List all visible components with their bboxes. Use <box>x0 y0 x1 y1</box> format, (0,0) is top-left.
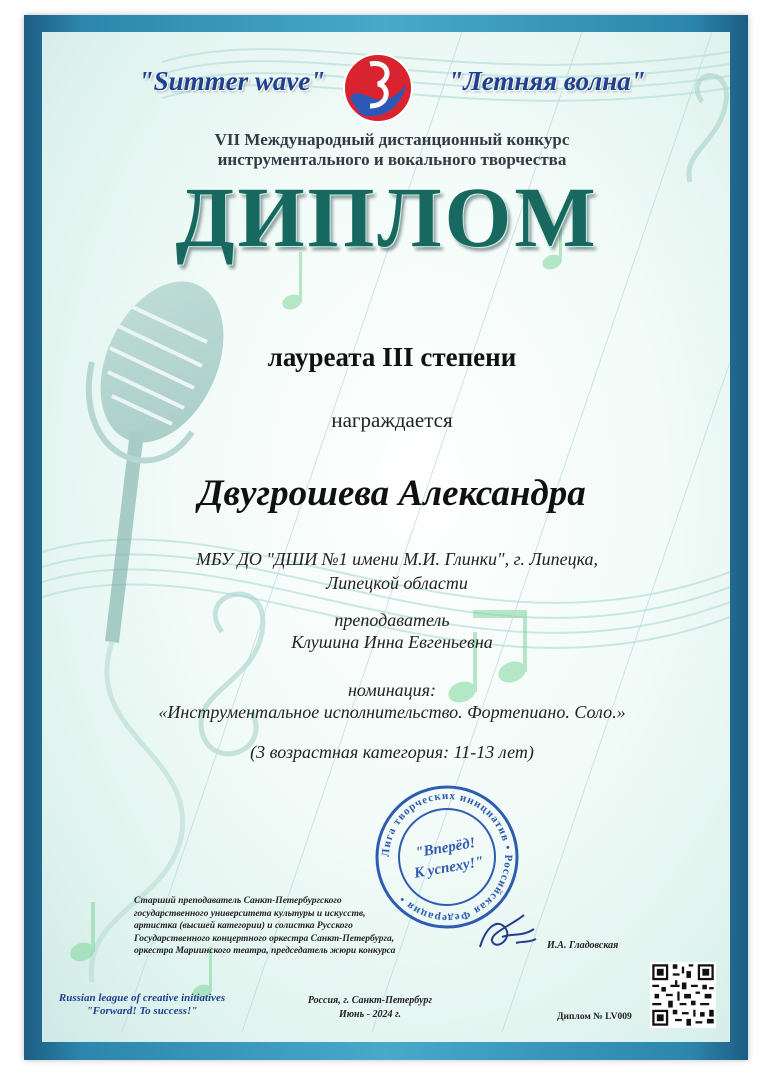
league-line: "Forward! To success!" <box>86 1005 198 1017</box>
signer-name: И.А. Гладовская <box>547 940 619 951</box>
diploma-number: Диплом № LV009 <box>557 1012 632 1022</box>
school-line: Липецкой области <box>326 573 468 593</box>
school-info <box>162 547 632 595</box>
jury-line: оркестра Мариинского театра, председатель жюри конкурса <box>134 946 396 956</box>
league-line: Russian league of creative initiatives <box>58 992 226 1004</box>
date-line: Июнь - 2024 г. <box>338 1009 402 1020</box>
nomination-label: номинация: <box>347 680 437 700</box>
title-english: "Summer wave" <box>138 66 326 96</box>
stamp-inner-line: "Вперёд! <box>414 834 477 862</box>
jury-line: Старший преподаватель Санкт-Петербургского <box>134 896 342 906</box>
school-line: МБУ ДО "ДШИ №1 имени М.И. Глинки", г. Липецка, <box>195 549 599 569</box>
qr-code-icon <box>650 962 716 1028</box>
diploma-sheet <box>42 32 730 1042</box>
contest-logo <box>340 50 416 126</box>
place-and-date <box>290 994 450 1022</box>
awarded-label: награждается <box>331 408 453 432</box>
signature <box>472 907 542 957</box>
title-russian: "Летняя волна" <box>448 66 646 96</box>
place-line: Россия, г. Санкт-Петербург <box>307 995 433 1006</box>
jury-line: государственного университета культуры и искусств, <box>134 908 366 919</box>
nomination-value: «Инструментальное исполнительство. Фортепиано. Соло.» <box>158 702 626 722</box>
teacher-name: Клушина Инна Евгеньевна <box>291 632 493 652</box>
stamp-inner-line: К успеху!" <box>412 853 485 882</box>
league-name <box>52 992 232 1018</box>
contest-line: инструментального и вокального творчества <box>217 150 567 169</box>
contest-description <box>122 130 662 170</box>
age-category: (3 возрастная категория: 11-13 лет) <box>250 742 534 762</box>
contest-line: VII Международный дистанционный конкурс <box>214 130 570 149</box>
teacher-label: преподаватель <box>334 610 450 630</box>
laureate-degree: лауреата III степени <box>267 342 517 372</box>
stamp-outer-text: Лига творческих инициатив • Российская Федерация • <box>379 789 515 925</box>
jury-chair-info <box>134 895 434 958</box>
jury-line: Государственного концертного оркестра Санкт-Петербурга, <box>134 933 395 944</box>
diploma-heading: ДИПЛОМ <box>175 169 599 265</box>
recipient-name: Двугрошева Александра <box>198 473 586 514</box>
jury-line: артистка (высшей категории) и солистка Русского <box>134 921 353 931</box>
